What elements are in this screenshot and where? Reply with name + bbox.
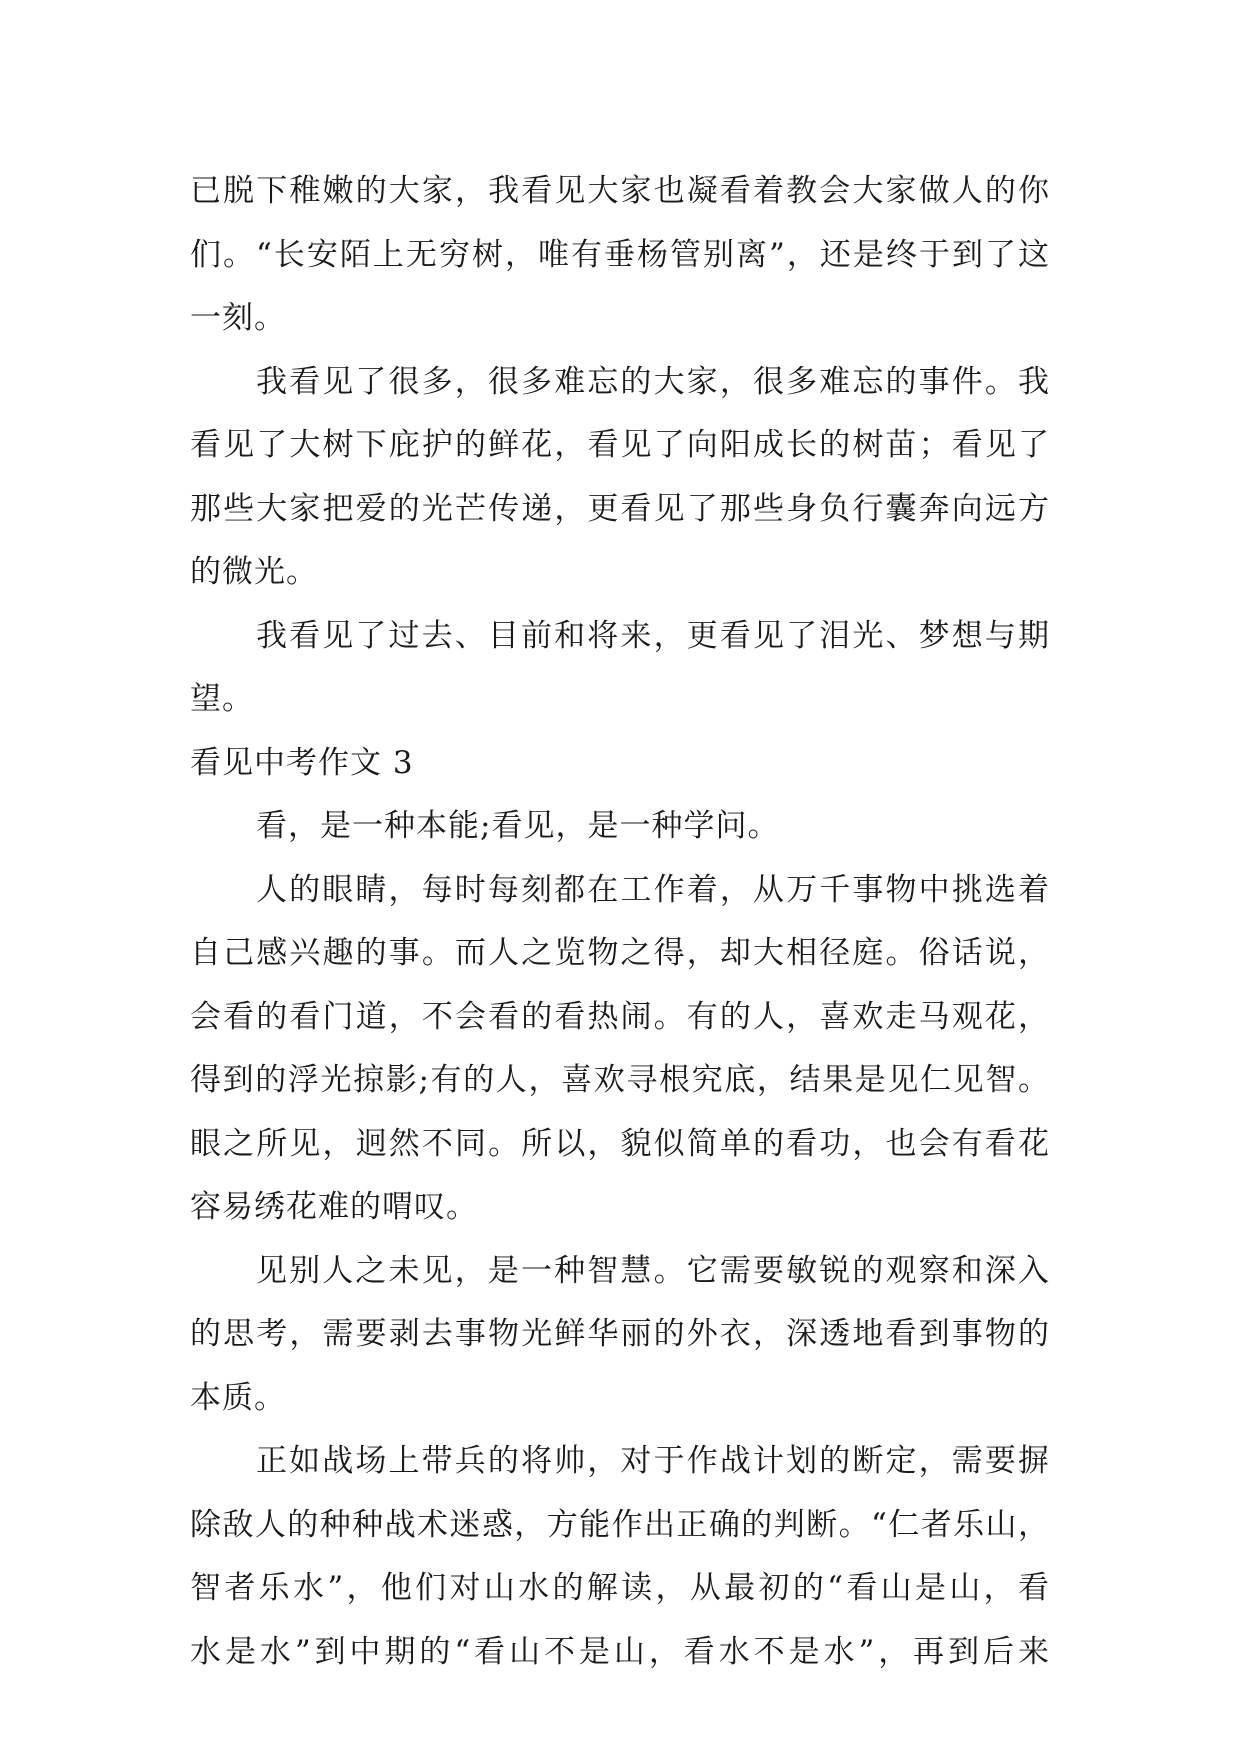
text-line: 的微光。 (190, 554, 318, 590)
text-line: 望。 (190, 681, 254, 717)
text-line: 已脱下稚嫩的大家，我看见大家也凝看着教会大家做人的你 (190, 173, 1050, 209)
text-line: 那些大家把爱的光芒传递，更看见了那些身负行囊奔向远方 (190, 490, 1050, 527)
text-line: 看见了大树下庇护的鲜花，看见了向阳成长的树苗；看见了 (190, 427, 1050, 463)
text-line: 智者乐水”，他们对山水的解读，从最初的“看山是山，看 (190, 1570, 1050, 1606)
section-heading: 看见中考作文 3 (190, 744, 414, 781)
text-line: 的思考，需要剥去事物光鲜华丽的外衣，深透地看到事物的 (190, 1316, 1050, 1352)
text-line: 们。“长安陌上无穷树，唯有垂杨管别离”，还是终于到了这 (190, 236, 1050, 273)
text-line: 本质。 (190, 1379, 286, 1416)
text-line: 水是水”到中期的“看山不是山，看水不是水”，再到后来 (190, 1633, 1050, 1670)
text-line: 眼之所见，迥然不同。所以，貌似简单的看功，也会有看花 (190, 1125, 1050, 1162)
text-line: 除敌人的种种战术迷惑，方能作出正确的判断。“仁者乐山， (190, 1506, 1050, 1543)
text-line: 见别人之未见，是一种智慧。它需要敏锐的观察和深入 (256, 1252, 1050, 1289)
text-line: 得到的浮光掠影;有的人，喜欢寻根究底，结果是见仁见智。 (190, 1062, 1050, 1098)
text-line: 正如战场上带兵的将帅，对于作战计划的断定，需要摒 (256, 1443, 1050, 1479)
text-line: 会看的看门道，不会看的看热闹。有的人，喜欢走马观花， (190, 998, 1050, 1035)
text-line: 一刻。 (190, 300, 286, 336)
text-line: 我看见了很多，很多难忘的大家，很多难忘的事件。我 (256, 363, 1050, 400)
text-line: 看，是一种本能;看见，是一种学问。 (256, 808, 780, 844)
document-body (190, 160, 1050, 1684)
text-line: 我看见了过去、目前和将来，更看见了泪光、梦想与期 (256, 617, 1050, 654)
text-line: 自己感兴趣的事。而人之览物之得，却大相径庭。俗话说， (190, 935, 1050, 971)
text-line: 容易绣花难的喟叹。 (190, 1189, 478, 1225)
text-line: 人的眼睛，每时每刻都在工作着，从万千事物中挑选着 (256, 871, 1050, 908)
